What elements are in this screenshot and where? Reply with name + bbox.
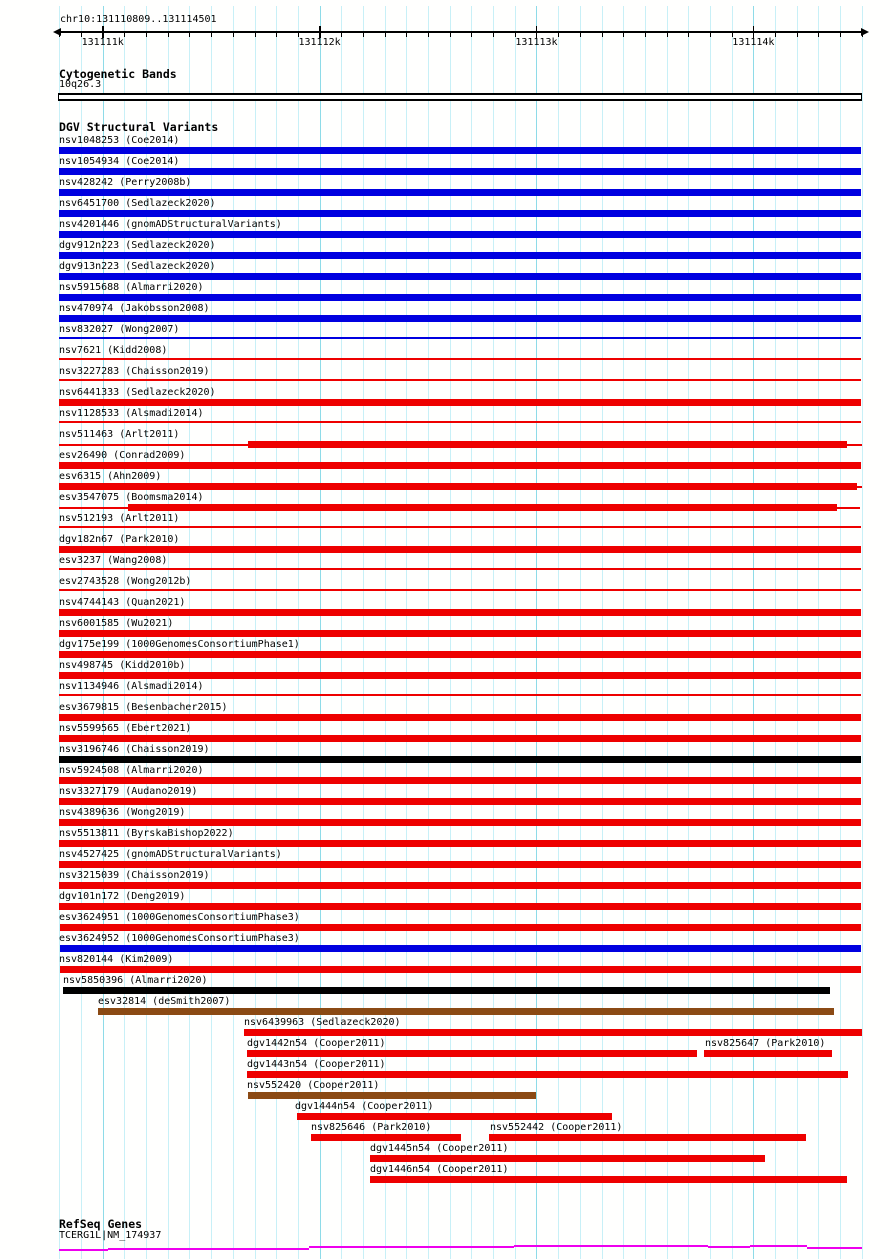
ruler-tick-label: 131111k <box>81 37 124 48</box>
variant-label[interactable]: dgv913n223 (Sedlazeck2020) <box>59 261 216 272</box>
ruler-minor-tick <box>797 31 798 37</box>
ruler-minor-tick <box>428 31 429 37</box>
variant-bar[interactable] <box>59 630 861 637</box>
gene-segment[interactable] <box>59 1249 108 1251</box>
section-title-refseq: RefSeq Genes <box>59 1217 143 1231</box>
ruler-minor-tick <box>146 31 147 37</box>
variant-label[interactable]: nsv4527425 (gnomADStructuralVariants) <box>59 849 282 860</box>
variant-label[interactable]: nsv1134946 (Alsmadi2014) <box>59 681 204 692</box>
variant-bar[interactable] <box>59 462 861 469</box>
variant-bar[interactable] <box>59 294 861 301</box>
variant-label[interactable]: nsv1054934 (Coe2014) <box>59 156 180 167</box>
ruler-minor-tick <box>211 31 212 37</box>
variant-label[interactable]: nsv1128533 (Alsmadi2014) <box>59 408 204 419</box>
variant-label[interactable]: dgv182n67 (Park2010) <box>59 534 180 545</box>
ruler-minor-tick <box>688 31 689 37</box>
ruler-line <box>57 31 863 33</box>
variant-label[interactable]: nsv5513811 (ByrskaBishop2022) <box>59 828 234 839</box>
variant-label[interactable]: nsv5850396 (Almarri2020) <box>63 975 208 986</box>
ruler-minor-tick <box>450 31 451 37</box>
variant-bar[interactable] <box>60 924 861 931</box>
variant-bar[interactable] <box>59 798 861 805</box>
section-title-dgv: DGV Structural Variants <box>59 120 219 134</box>
ruler-minor-tick <box>406 31 407 37</box>
variant-range-line[interactable] <box>59 694 861 696</box>
gridline <box>862 6 863 1259</box>
ruler-minor-tick <box>558 31 559 37</box>
ruler-minor-tick <box>493 31 494 37</box>
gene-segment[interactable] <box>807 1247 862 1249</box>
variant-label[interactable]: nsv825647 (Park2010) <box>705 1038 826 1049</box>
ruler-minor-tick <box>710 31 711 37</box>
variant-range-line[interactable] <box>59 526 861 528</box>
variant-bar[interactable] <box>60 945 861 952</box>
variant-label[interactable]: dgv1445n54 (Cooper2011) <box>370 1143 509 1154</box>
ruler-minor-tick <box>471 31 472 37</box>
variant-label[interactable]: nsv512193 (Arlt2011) <box>59 513 180 524</box>
variant-bar[interactable] <box>59 189 861 196</box>
variant-bar[interactable] <box>59 315 861 322</box>
variant-bar[interactable] <box>59 231 861 238</box>
variant-label[interactable]: nsv6451700 (Sedlazeck2020) <box>59 198 216 209</box>
variant-label[interactable]: nsv428242 (Perry2008b) <box>59 177 192 188</box>
variant-range-line[interactable] <box>59 568 861 570</box>
variant-bar[interactable] <box>59 399 861 406</box>
variant-bar[interactable] <box>59 252 861 259</box>
variant-bar[interactable] <box>704 1050 832 1057</box>
ruler-minor-tick <box>862 31 863 37</box>
variant-label[interactable]: nsv7621 (Kidd2008) <box>59 345 168 356</box>
variant-label[interactable]: nsv4201446 (gnomADStructuralVariants) <box>59 219 282 230</box>
gene-segment[interactable] <box>309 1246 412 1248</box>
variant-bar[interactable] <box>370 1155 765 1162</box>
variant-bar[interactable] <box>370 1176 847 1183</box>
gene-segment[interactable] <box>412 1246 514 1248</box>
variant-label[interactable]: dgv175e199 (1000GenomesConsortiumPhase1) <box>59 639 300 650</box>
ruler-minor-tick <box>818 31 819 37</box>
variant-bar[interactable] <box>59 840 861 847</box>
gene-segment[interactable] <box>210 1248 309 1250</box>
variant-label[interactable]: nsv832027 (Wong2007) <box>59 324 180 335</box>
variant-label[interactable]: esv3237 (Wang2008) <box>59 555 168 566</box>
ruler-minor-tick <box>189 31 190 37</box>
ruler-minor-tick <box>645 31 646 37</box>
variant-bar[interactable] <box>128 504 837 511</box>
ruler-minor-tick <box>59 31 60 37</box>
variant-label[interactable]: nsv552442 (Cooper2011) <box>490 1122 623 1133</box>
variant-bar[interactable] <box>59 168 861 175</box>
variant-label[interactable]: dgv1442n54 (Cooper2011) <box>247 1038 386 1049</box>
variant-label[interactable]: nsv470974 (Jakobsson2008) <box>59 303 210 314</box>
ruler-minor-tick <box>602 31 603 37</box>
gene-segment[interactable] <box>514 1245 616 1247</box>
variant-label[interactable]: nsv5924508 (Almarri2020) <box>59 765 204 776</box>
variant-bar[interactable] <box>247 1050 697 1057</box>
ruler-minor-tick <box>775 31 776 37</box>
variant-bar[interactable] <box>59 210 861 217</box>
variant-range-line[interactable] <box>59 589 861 591</box>
ruler-minor-tick <box>341 31 342 37</box>
ruler-minor-tick <box>276 31 277 37</box>
variant-bar[interactable] <box>247 1071 848 1078</box>
variant-bar[interactable] <box>489 1134 806 1141</box>
ruler-minor-tick <box>623 31 624 37</box>
variant-range-line[interactable] <box>59 358 861 360</box>
ruler-minor-tick <box>363 31 364 37</box>
variant-label[interactable]: nsv3327179 (Audano2019) <box>59 786 198 797</box>
variant-bar[interactable] <box>59 714 861 721</box>
variant-bar[interactable] <box>59 609 861 616</box>
variant-bar[interactable] <box>244 1029 862 1036</box>
gene-segment[interactable] <box>108 1248 210 1250</box>
ruler-tick-label: 131112k <box>298 37 341 48</box>
variant-bar[interactable] <box>248 441 847 448</box>
region-coordinates: chr10:131110809..131114501 <box>60 14 217 25</box>
variant-label[interactable]: dgv101n172 (Deng2019) <box>59 891 186 902</box>
variant-label[interactable]: nsv498745 (Kidd2010b) <box>59 660 186 671</box>
variant-bar[interactable] <box>59 273 861 280</box>
variant-bar[interactable] <box>59 777 861 784</box>
variant-label[interactable]: nsv6001585 (Wu2021) <box>59 618 174 629</box>
variant-label[interactable]: nsv825646 (Park2010) <box>311 1122 432 1133</box>
variant-bar[interactable] <box>59 756 861 763</box>
variant-label[interactable]: nsv1048253 (Coe2014) <box>59 135 180 146</box>
variant-label[interactable]: dgv1446n54 (Cooper2011) <box>370 1164 509 1175</box>
variant-label[interactable]: nsv3196746 (Chaisson2019) <box>59 744 210 755</box>
variant-label[interactable]: nsv5915688 (Almarri2020) <box>59 282 204 293</box>
variant-label[interactable]: nsv6441333 (Sedlazeck2020) <box>59 387 216 398</box>
variant-range-line[interactable] <box>59 379 861 381</box>
variant-label[interactable]: esv3624951 (1000GenomesConsortiumPhase3) <box>59 912 300 923</box>
variant-label[interactable]: nsv4744143 (Quan2021) <box>59 597 186 608</box>
variant-label[interactable]: esv26490 (Conrad2009) <box>59 450 186 461</box>
ruler-minor-tick <box>840 31 841 37</box>
variant-label[interactable]: nsv511463 (Arlt2011) <box>59 429 180 440</box>
variant-label[interactable]: nsv3215039 (Chaisson2019) <box>59 870 210 881</box>
variant-bar[interactable] <box>60 966 861 973</box>
variant-label[interactable]: esv6315 (Ahn2009) <box>59 471 162 482</box>
variant-label[interactable]: nsv3227283 (Chaisson2019) <box>59 366 210 377</box>
ruler-minor-tick <box>580 31 581 37</box>
ruler-tick-label: 131114k <box>732 37 775 48</box>
variant-bar[interactable] <box>59 861 861 868</box>
ruler-minor-tick <box>255 31 256 37</box>
variant-bar[interactable] <box>59 672 861 679</box>
gene-segment[interactable] <box>708 1246 750 1248</box>
variant-label[interactable]: nsv5599565 (Ebert2021) <box>59 723 192 734</box>
variant-label[interactable]: nsv6439963 (Sedlazeck2020) <box>244 1017 401 1028</box>
variant-label[interactable]: esv3679815 (Besenbacher2015) <box>59 702 228 713</box>
cytoband-bar <box>58 93 862 101</box>
ruler-minor-tick <box>233 31 234 37</box>
section-title-cytogenetic: Cytogenetic Bands <box>59 67 177 81</box>
variant-label[interactable]: nsv4389636 (Wong2019) <box>59 807 186 818</box>
variant-bar[interactable] <box>98 1008 834 1015</box>
variant-label[interactable]: nsv552420 (Cooper2011) <box>247 1080 380 1091</box>
variant-label[interactable]: dgv912n223 (Sedlazeck2020) <box>59 240 216 251</box>
variant-label[interactable]: dgv1443n54 (Cooper2011) <box>247 1059 386 1070</box>
variant-range-line[interactable] <box>59 337 861 339</box>
variant-bar[interactable] <box>63 987 830 994</box>
ruler-minor-tick <box>124 31 125 37</box>
variant-label[interactable]: esv2743528 (Wong2012b) <box>59 576 192 587</box>
variant-label[interactable]: dgv1444n54 (Cooper2011) <box>295 1101 434 1112</box>
variant-range-line[interactable] <box>59 421 861 423</box>
variant-bar[interactable] <box>297 1113 612 1120</box>
variant-label[interactable]: esv3547075 (Boomsma2014) <box>59 492 204 503</box>
gene-segment[interactable] <box>616 1245 708 1247</box>
variant-bar[interactable] <box>59 546 861 553</box>
gene-segment[interactable] <box>750 1245 807 1247</box>
variant-label[interactable]: esv32814 (deSmith2007) <box>98 996 231 1007</box>
variant-bar[interactable] <box>59 651 861 658</box>
ruler-minor-tick <box>168 31 169 37</box>
variant-bar[interactable] <box>59 903 861 910</box>
gene-label[interactable]: TCERG1L|NM_174937 <box>59 1230 162 1241</box>
cytoband-label: 10q26.3 <box>59 79 102 90</box>
ruler-tick-label: 131113k <box>515 37 558 48</box>
variant-bar[interactable] <box>311 1134 461 1141</box>
ruler-minor-tick <box>385 31 386 37</box>
variant-bar[interactable] <box>59 882 861 889</box>
variant-bar[interactable] <box>59 483 857 490</box>
variant-bar[interactable] <box>59 147 861 154</box>
variant-bar[interactable] <box>248 1092 536 1099</box>
variant-label[interactable]: esv3624952 (1000GenomesConsortiumPhase3) <box>59 933 300 944</box>
variant-bar[interactable] <box>59 819 861 826</box>
ruler-minor-tick <box>667 31 668 37</box>
variant-bar[interactable] <box>59 735 861 742</box>
variant-label[interactable]: nsv820144 (Kim2009) <box>59 954 174 965</box>
